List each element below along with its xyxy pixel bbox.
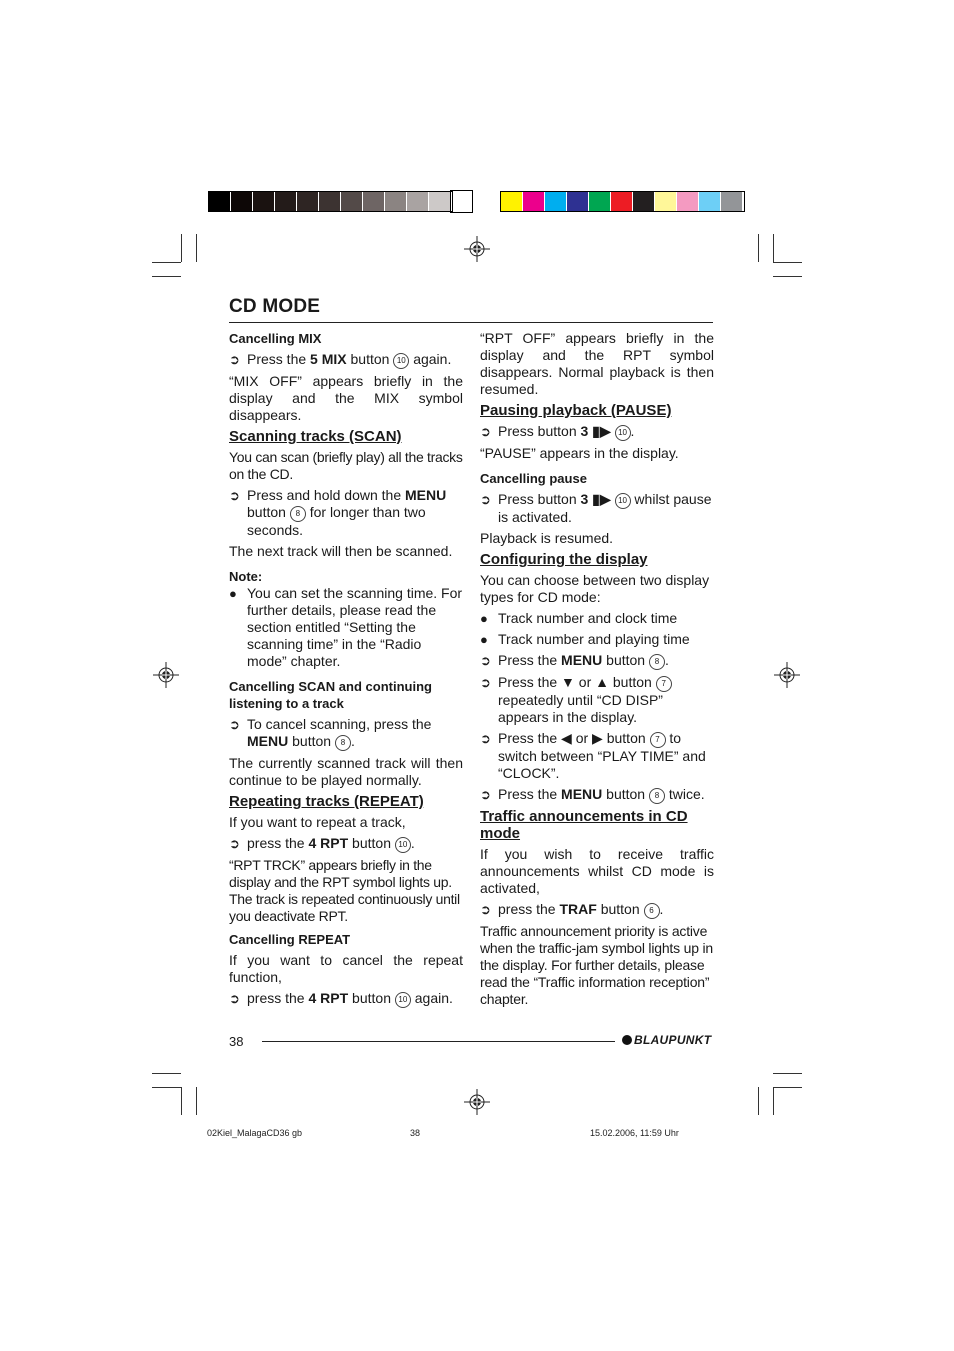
button-number: 8 [649, 788, 665, 804]
down-arrow-icon: ▼ [561, 674, 575, 690]
bullet-icon: ● [480, 611, 488, 626]
registration-mark-icon [153, 662, 179, 688]
left-arrow-icon: ◀ [561, 730, 572, 746]
traffic-heading: Traffic announcements in CD mode [480, 808, 688, 842]
button-number: 8 [649, 654, 665, 670]
repeat-step [229, 835, 463, 853]
cancel-mix-step [229, 351, 463, 369]
note-item [229, 585, 463, 670]
cancel-pause-step [480, 491, 714, 526]
rpt-off-text: “RPT OFF” appears briefly in the display and the RPT symbol disappears. Normal playback is then resumed. [480, 330, 714, 397]
brand-logo: BLAUPUNKT [622, 1033, 711, 1047]
repeat-heading: Repeating tracks (REPEAT) [229, 793, 424, 810]
display-heading: Configuring the display [480, 551, 648, 568]
cancel-mix-heading: Cancelling MIX [229, 331, 322, 346]
button-number: 7 [650, 732, 666, 748]
step-text: press the 4 RPT button 10 again. [247, 990, 453, 1006]
arrow-icon: ➲ [229, 488, 240, 503]
bullet-icon: ● [480, 632, 488, 647]
arrow-icon: ➲ [229, 352, 240, 367]
cancel-pause-result: Playback is resumed. [480, 530, 614, 546]
cancel-mix-result: “MIX OFF” appears briefly in the display and the MIX symbol disappears. [229, 373, 463, 423]
display-step [480, 786, 714, 804]
swatch-frame [208, 191, 453, 212]
arrow-icon: ➲ [480, 424, 491, 439]
step-text: Press button 3 ▮▶ 10 whilst pause is activated. [498, 491, 712, 525]
button-number: 6 [644, 903, 660, 919]
button-number: 8 [290, 506, 306, 522]
step-text: To cancel scanning, press the MENU button 8 . [247, 716, 432, 749]
arrow-icon: ➲ [480, 492, 491, 507]
button-number: 10 [395, 837, 411, 853]
step-text: Press the 5 MIX button 10 again. [247, 351, 452, 367]
slug-date: 15.02.2006, 11:59 Uhr [590, 1128, 679, 1138]
traffic-step [480, 901, 714, 919]
step-text: press the TRAF button 6 . [498, 901, 664, 917]
scan-heading: Scanning tracks (SCAN) [229, 428, 402, 445]
arrow-icon: ➲ [229, 836, 240, 851]
arrow-icon: ➲ [480, 675, 491, 690]
pause-result: “PAUSE” appears in the display. [480, 445, 679, 461]
up-arrow-icon: ▲ [595, 674, 609, 690]
step-text: Press the ◀ or ▶ button 7 to switch between “PLAY TIME” and “CLOCK”. [498, 730, 706, 781]
registration-mark-icon [464, 1089, 490, 1115]
display-option: ● Track number and clock time [480, 610, 678, 626]
bullet-icon: ● [229, 586, 237, 601]
slug-file: 02Kiel_MalagaCD36 gb [207, 1128, 303, 1138]
button-number: 10 [395, 992, 411, 1008]
button-number: 7 [656, 676, 672, 692]
note-text: You can set the scanning time. For further details, please read the section entitled “Setting the scanning time” in the “Radio mode” chapter. [247, 585, 463, 669]
display-step [480, 674, 714, 726]
scan-result: The next track will then be scanned. [229, 543, 453, 559]
step-text: press the 4 RPT button 10 . [247, 835, 415, 851]
traffic-intro: If you wish to receive traffic announcements whilst CD mode is activated, [480, 846, 714, 896]
cancel-repeat-heading: Cancelling REPEAT [229, 932, 351, 947]
button-number: 10 [393, 353, 409, 369]
right-column [480, 330, 714, 1012]
arrow-icon: ➲ [229, 717, 240, 732]
repeat-result: “RPT TRCK” appears briefly in the display and the RPT symbol lights up. The track is repeated continuously until you deactivate RPT. [229, 857, 460, 924]
gray-swatch [451, 191, 472, 212]
display-step [480, 652, 714, 670]
repeat-intro: If you want to repeat a track, [229, 814, 406, 830]
step-text: Press the MENU button 8 twice. [498, 786, 705, 802]
arrow-icon: ➲ [480, 653, 491, 668]
registration-mark-icon [774, 662, 800, 688]
note-label: Note: [229, 569, 263, 584]
step-text: Press and hold down the MENU button 8 for longer than two seconds. [247, 487, 447, 538]
scan-intro: You can scan (briefly play) all the tracks on the CD. [229, 449, 463, 482]
swatch-frame [500, 191, 745, 212]
cancel-repeat-step [229, 990, 463, 1008]
title-rule [229, 322, 713, 323]
pause-heading: Pausing playback (PAUSE) [480, 402, 672, 419]
pause-step [480, 423, 714, 441]
page-title: CD MODE [229, 296, 321, 317]
cancel-scan-heading: Cancelling SCAN and continuing listening to a track [229, 679, 432, 711]
step-text: Press the ▼ or ▲ button 7 repeatedly until “CD DISP” appears in the display. [498, 674, 714, 726]
right-arrow-icon: ▶ [592, 730, 603, 746]
footer-rule [262, 1041, 615, 1042]
arrow-icon: ➲ [480, 731, 491, 746]
page-number: 38 [229, 1034, 244, 1049]
display-intro: You can choose between two display types for CD mode: [480, 572, 710, 605]
button-number: 10 [615, 425, 631, 441]
button-number: 8 [335, 735, 351, 751]
arrow-icon: ➲ [229, 991, 240, 1006]
registration-mark-icon [464, 236, 490, 262]
step-text: Press button 3 ▮▶ 10 . [498, 423, 635, 439]
cancel-pause-heading: Cancelling pause [480, 471, 587, 486]
left-column [229, 330, 463, 1012]
display-option: ● Track number and playing time [480, 631, 690, 647]
step-text: Press the MENU button 8 . [498, 652, 669, 668]
scan-step [229, 487, 463, 539]
cancel-scan-step [229, 716, 463, 751]
button-number: 10 [615, 493, 631, 509]
logo-dot-icon [622, 1035, 632, 1045]
display-step [480, 730, 714, 782]
cancel-scan-result: The currently scanned track will then continue to be played normally. [229, 755, 463, 788]
cancel-repeat-intro: If you want to cancel the repeat function, [229, 952, 463, 985]
slug-page: 38 [410, 1128, 421, 1138]
arrow-icon: ➲ [480, 902, 491, 917]
arrow-icon: ➲ [480, 787, 491, 802]
traffic-result: Traffic announcement priority is active when the traffic-jam symbol lights up in the display. For further details, please read the “Traffic information reception” chapter. [480, 923, 713, 1007]
